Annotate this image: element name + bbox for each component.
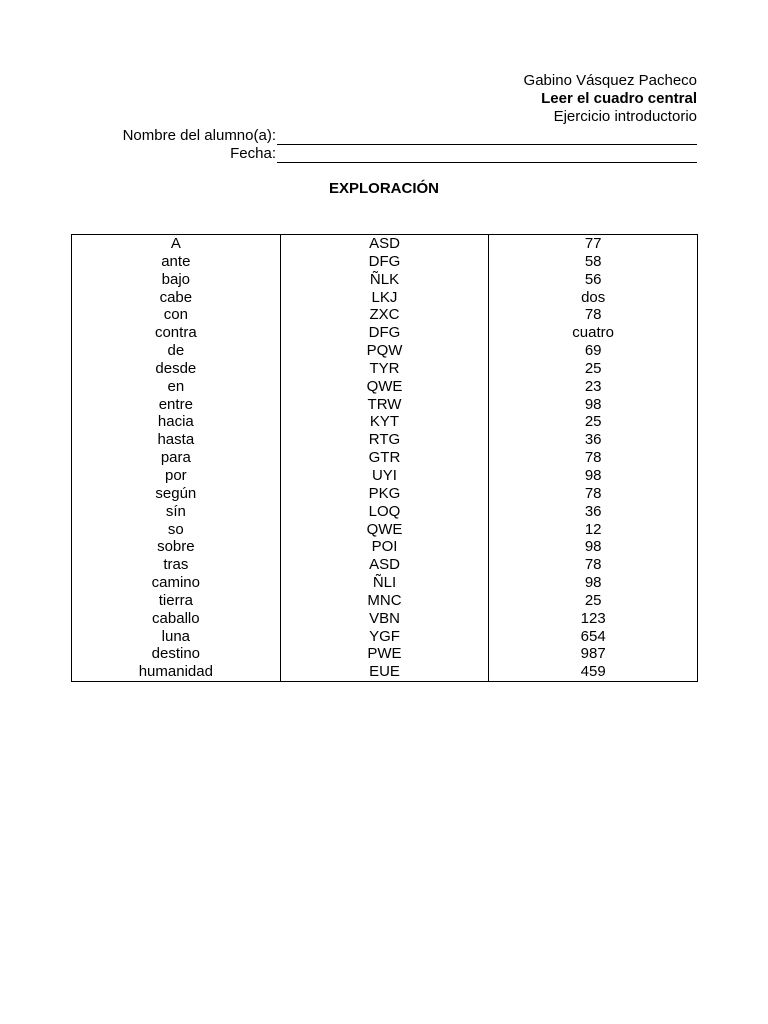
table-row xyxy=(72,663,698,681)
value-cell: 25 xyxy=(489,592,698,610)
word-cell: so xyxy=(72,521,281,539)
table-row xyxy=(72,324,698,342)
code-cell: QWE xyxy=(280,378,489,396)
table-row xyxy=(72,592,698,610)
code-cell: ASD xyxy=(280,235,489,253)
code-cell: DFG xyxy=(280,253,489,271)
code-cell: POI xyxy=(280,538,489,556)
word-cell: destino xyxy=(72,645,281,663)
value-cell: 654 xyxy=(489,628,698,646)
author-name: Gabino Vásquez Pacheco xyxy=(523,72,697,89)
table-row xyxy=(72,556,698,574)
value-cell: 98 xyxy=(489,538,698,556)
value-cell: 25 xyxy=(489,413,698,431)
table-row xyxy=(72,396,698,414)
value-cell: 36 xyxy=(489,431,698,449)
table-row xyxy=(72,253,698,271)
student-name-line xyxy=(277,130,697,145)
value-cell: 36 xyxy=(489,503,698,521)
code-cell: GTR xyxy=(280,449,489,467)
value-cell: 459 xyxy=(489,663,698,681)
word-cell: bajo xyxy=(72,271,281,289)
word-cell: en xyxy=(72,378,281,396)
exercise-label: Ejercicio introductorio xyxy=(553,108,697,125)
word-cell: tierra xyxy=(72,592,281,610)
table-row xyxy=(72,485,698,503)
code-cell: YGF xyxy=(280,628,489,646)
table-row xyxy=(72,574,698,592)
value-cell: 12 xyxy=(489,521,698,539)
code-cell: PKG xyxy=(280,485,489,503)
code-cell: TRW xyxy=(280,396,489,414)
code-cell: EUE xyxy=(280,663,489,681)
table-row xyxy=(72,645,698,663)
table-row xyxy=(72,610,698,628)
word-cell: entre xyxy=(72,396,281,414)
word-cell: contra xyxy=(72,324,281,342)
code-cell: MNC xyxy=(280,592,489,610)
word-cell: por xyxy=(72,467,281,485)
table-row xyxy=(72,360,698,378)
word-cell: sobre xyxy=(72,538,281,556)
word-cell: humanidad xyxy=(72,663,281,681)
table-row xyxy=(72,271,698,289)
word-cell: según xyxy=(72,485,281,503)
code-cell: QWE xyxy=(280,521,489,539)
date-label: Fecha: xyxy=(230,145,276,162)
value-cell: 98 xyxy=(489,574,698,592)
table-row xyxy=(72,289,698,307)
code-cell: DFG xyxy=(280,324,489,342)
word-cell: con xyxy=(72,306,281,324)
code-cell: PQW xyxy=(280,342,489,360)
word-cell: hacia xyxy=(72,413,281,431)
value-cell: 78 xyxy=(489,306,698,324)
code-cell: UYI xyxy=(280,467,489,485)
word-cell: de xyxy=(72,342,281,360)
word-cell: cabe xyxy=(72,289,281,307)
word-cell: camino xyxy=(72,574,281,592)
table-row xyxy=(72,538,698,556)
code-cell: PWE xyxy=(280,645,489,663)
code-cell: ZXC xyxy=(280,306,489,324)
value-cell: 77 xyxy=(489,235,698,253)
value-cell: 78 xyxy=(489,449,698,467)
value-cell: dos xyxy=(489,289,698,307)
student-name-row xyxy=(100,127,697,145)
value-cell: 69 xyxy=(489,342,698,360)
student-name-label: Nombre del alumno(a): xyxy=(122,127,276,144)
word-cell: hasta xyxy=(72,431,281,449)
word-cell: A xyxy=(72,235,281,253)
code-cell: RTG xyxy=(280,431,489,449)
value-cell: cuatro xyxy=(489,324,698,342)
document-subtitle: Leer el cuadro central xyxy=(541,90,697,107)
code-cell: LOQ xyxy=(280,503,489,521)
code-cell: VBN xyxy=(280,610,489,628)
code-cell: ASD xyxy=(280,556,489,574)
table-row xyxy=(72,378,698,396)
word-cell: sín xyxy=(72,503,281,521)
value-cell: 78 xyxy=(489,485,698,503)
value-cell: 98 xyxy=(489,396,698,414)
value-cell: 25 xyxy=(489,360,698,378)
page-title: EXPLORACIÓN xyxy=(328,180,439,197)
date-row xyxy=(100,145,697,163)
value-cell: 58 xyxy=(489,253,698,271)
exploration-table-body xyxy=(72,235,698,682)
table-row xyxy=(72,342,698,360)
value-cell: 987 xyxy=(489,645,698,663)
table-row xyxy=(72,503,698,521)
word-cell: desde xyxy=(72,360,281,378)
code-cell: TYR xyxy=(280,360,489,378)
table-row xyxy=(72,628,698,646)
table-row xyxy=(72,235,698,253)
word-cell: tras xyxy=(72,556,281,574)
code-cell: LKJ xyxy=(280,289,489,307)
word-cell: para xyxy=(72,449,281,467)
table-row xyxy=(72,521,698,539)
code-cell: ÑLI xyxy=(280,574,489,592)
table-row xyxy=(72,306,698,324)
value-cell: 23 xyxy=(489,378,698,396)
document-header xyxy=(524,72,697,126)
value-cell: 78 xyxy=(489,556,698,574)
date-line xyxy=(277,148,697,163)
word-cell: luna xyxy=(72,628,281,646)
word-cell: ante xyxy=(72,253,281,271)
student-fields xyxy=(100,127,697,163)
value-cell: 98 xyxy=(489,467,698,485)
code-cell: ÑLK xyxy=(280,271,489,289)
table-row xyxy=(72,449,698,467)
value-cell: 123 xyxy=(489,610,698,628)
exploration-table xyxy=(71,234,698,682)
value-cell: 56 xyxy=(489,271,698,289)
table-row xyxy=(72,467,698,485)
word-cell: caballo xyxy=(72,610,281,628)
table-row xyxy=(72,413,698,431)
table-row xyxy=(72,431,698,449)
code-cell: KYT xyxy=(280,413,489,431)
